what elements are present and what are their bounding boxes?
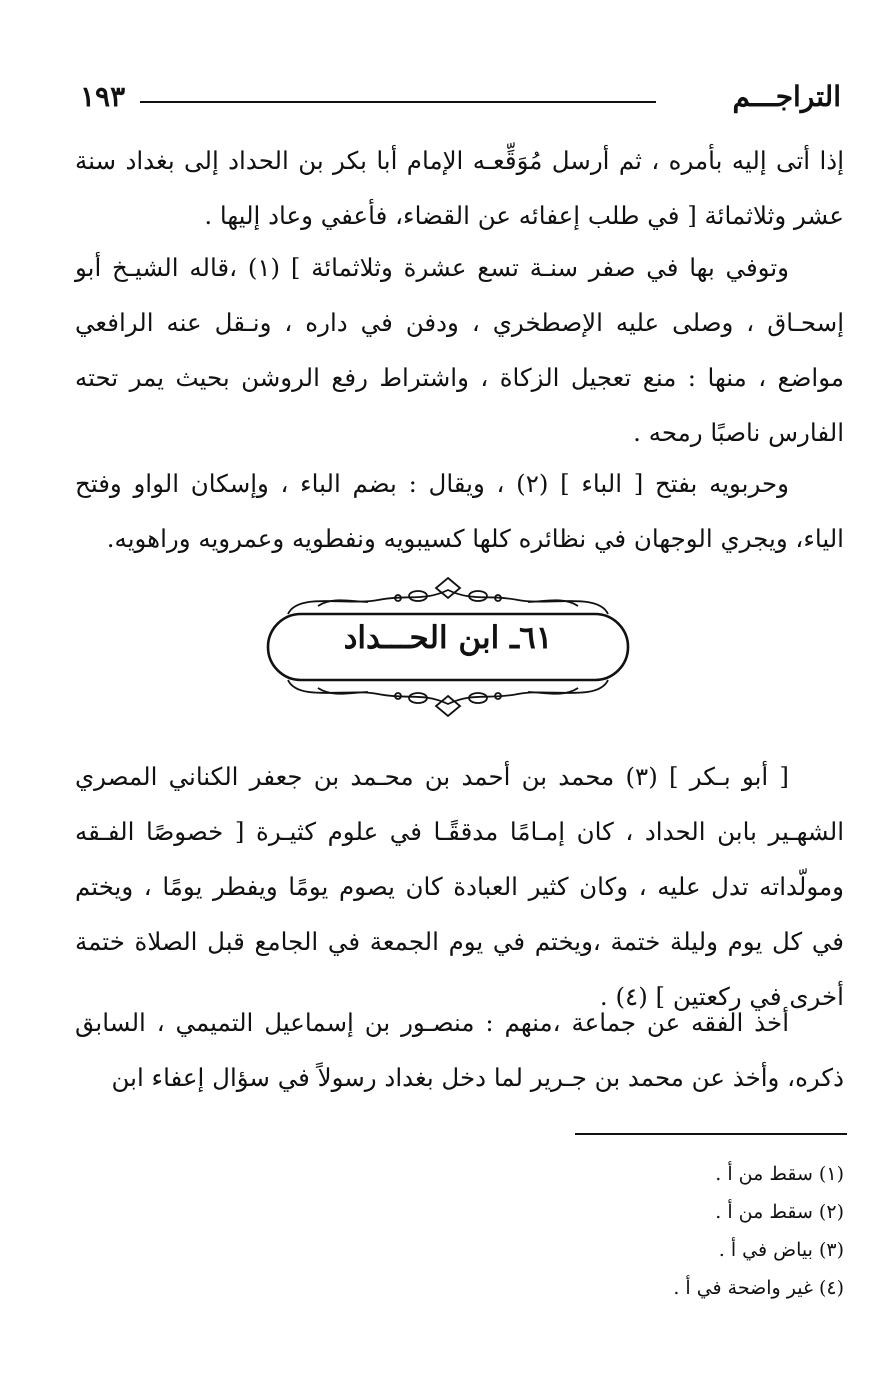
header-title: التراجـــم — [732, 80, 841, 113]
paragraph-text: أخذ الفقه عن جماعة ،منهم : منصـور بن إسماعيل التميمي ، السابق ذكره، وأخذ عن محمد بن جـرير لما دخل بغداد رسولاً في سؤال إعفاء ابن — [75, 1008, 844, 1092]
running-header — [80, 80, 841, 120]
footnote-1: (١) سقط من أ . — [715, 1163, 844, 1185]
header-rule — [140, 101, 656, 103]
footnote-rule — [575, 1133, 847, 1135]
paragraph-text: وحربويه بفتح [ الباء ] (٢) ، ويقال : بضم الباء ، وإسكان الواو وفتح الياء، ويجري الوجهان في نظائره كلها كسيبويه ونفطويه وعمرويه وراهويه. — [75, 469, 844, 553]
paragraph-4 — [75, 749, 844, 1024]
footnotes — [544, 1155, 844, 1307]
paragraph-5 — [75, 995, 844, 1105]
paragraph-2 — [75, 240, 844, 460]
footnote-4: (٤) غير واضحة في أ . — [673, 1277, 844, 1299]
paragraph-text: إذا أتى إليه بأمره ، ثم أرسل مُوَقِّعـه الإمام أبا بكر بن الحداد إلى بغداد سنة عشر وثلاثمائة [ في طلب إعفائه عن القضاء، فأعفي وعاد إليها . — [75, 146, 844, 230]
footnote-3: (٣) بياض في أ . — [718, 1239, 844, 1261]
section-heading: ٦١ـ ابن الحـــداد — [343, 620, 553, 656]
paragraph-text: [ أبو بـكر ] (٣) محمد بن أحمد بن محـمد بن جعفر الكناني المصري الشهـير بابن الحداد ، كان إمـامًا مدققًـا في علوم كثيـرة [ خصوصًا الفـقه ومولّداته تدل عليه ، وكان كثير العبادة كان يصوم يومًا ويفطر يومًا ، ويختم في كل يوم وليلة ختمة ،ويختم في يوم الجمعة في الجامع قبل الصلاة ختمة أخرى في ركعتين ] (٤) . — [75, 762, 844, 1011]
section-heading-frame — [258, 572, 638, 720]
page-number: ١٩٣ — [80, 80, 126, 113]
paragraph-3 — [75, 456, 844, 566]
paragraph-text: وتوفي بها في صفر سنـة تسع عشرة وثلاثمائة ] (١) ،قاله الشيـخ أبو إسحـاق ، وصلى عليه الإصطخري ، ودفن في داره ، ونـقل عنه الرافعي مواضع ، منها : منع تعجيل الزكاة ، واشتراط رفع الروشن بحيث يمر تحته الفارس ناصبًا رمحه . — [75, 253, 844, 447]
footnote-2: (٢) سقط من أ . — [715, 1201, 844, 1223]
paragraph-1 — [75, 133, 844, 243]
